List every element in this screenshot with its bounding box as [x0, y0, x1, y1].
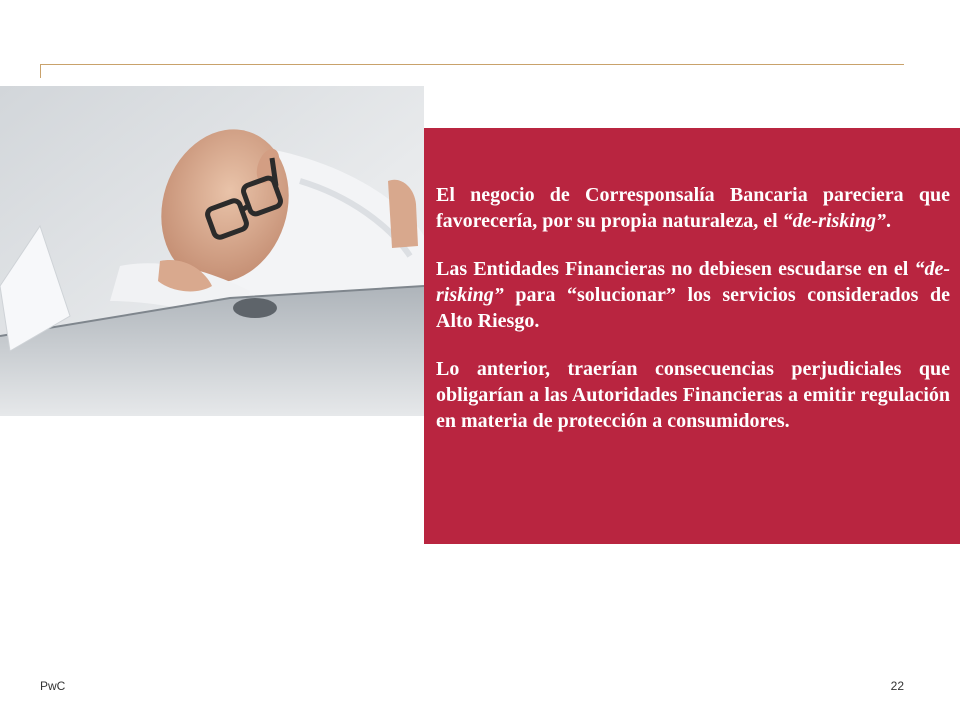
- paragraph-financial-entities: [436, 256, 950, 334]
- photo-illustration: [0, 86, 424, 416]
- paragraph-1-emphasis: “de-risking”: [782, 210, 886, 232]
- paragraph-2-text-b: para “solucionar” los servicios considerados de Alto Riesgo.: [436, 284, 950, 332]
- paragraph-2-emphasis: “de-risking”: [436, 258, 950, 306]
- paragraph-1-text-b: .: [885, 210, 891, 232]
- highlight-text-panel: [424, 128, 960, 544]
- paragraph-consequences: Lo anterior, traerían consecuencias perjudiciales que obligarían a las Autoridades Financieras a emitir regulación en materia de protección a consumidores.: [436, 358, 950, 432]
- page-number: 22: [890, 679, 904, 693]
- paragraph-1-text-a: El negocio de Corresponsalía Bancaria pareciera que favorecería, por su propia naturaleza, el: [436, 184, 950, 232]
- top-divider-tick: [40, 64, 41, 78]
- paragraph-correspondent-banking: [436, 182, 950, 234]
- footer-brand: PwC: [40, 679, 66, 693]
- man-with-glasses-photo: [0, 86, 424, 416]
- top-divider-line: [40, 64, 904, 65]
- paragraph-2-text-a: Las Entidades Financieras no debiesen escudarse en el: [436, 258, 915, 280]
